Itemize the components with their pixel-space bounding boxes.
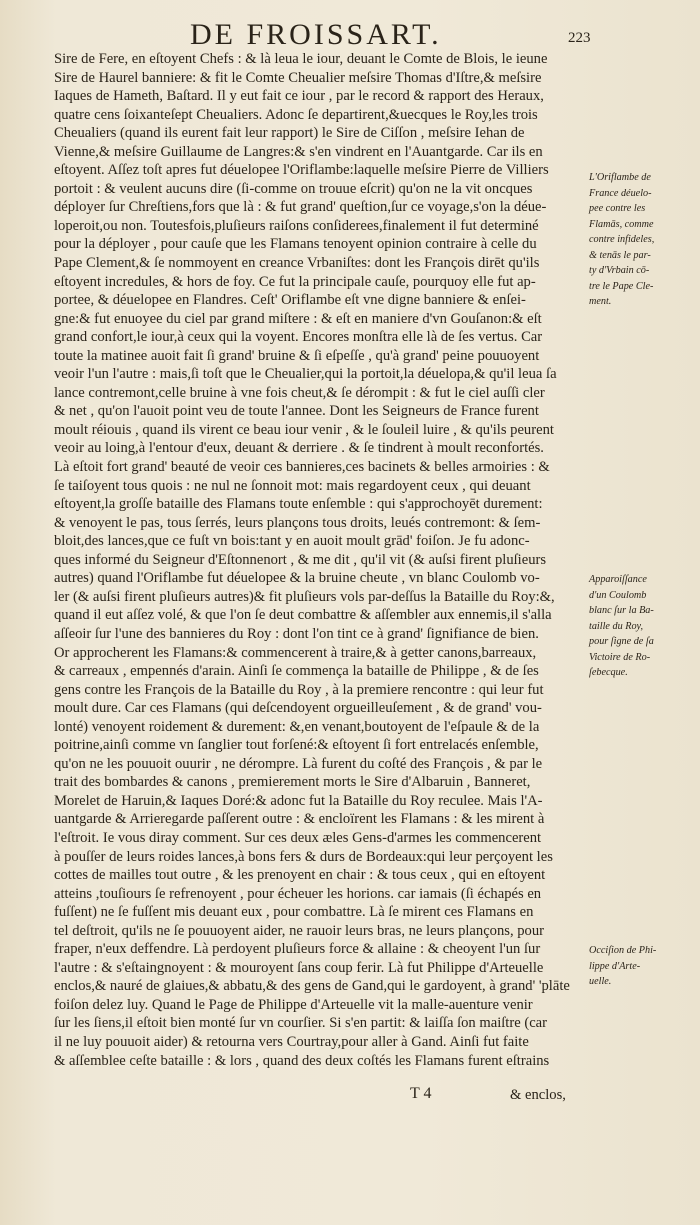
text-line: moult dure. Car ces Flamans (qui deſcendoyent orgueilleuſement , & de grand' vou-	[54, 700, 542, 717]
margin-note-line: uelle.	[589, 976, 612, 987]
text-line: toute la matinee auoit fait ſi grand' bruine & ſi eſpeſſe , qu'à grand' peine pouuoyent	[54, 347, 540, 364]
margin-note-line: pour ſigne de ſa	[589, 636, 654, 647]
text-line: enclos,& nauré de glaiues,& abbatu,& des gens de Gand,qui le gardoyent, à grand' 'plāte	[54, 978, 570, 995]
text-line: lance contremont,celle bruine à vne fois cheut,& ſe dérompit : & fut le ciel auſſi cler	[54, 384, 545, 401]
page-footer	[0, 1080, 700, 1120]
text-line: & net , qu'on l'auoit point veu de toute l'annee. Dont les Seigneurs de France furent	[54, 403, 539, 420]
text-line: loperoit,ou non. Toutesfois,pluſieurs raiſons conſiderees,finalement il fut determiné	[54, 217, 539, 234]
text-line: eſtoyent. Aſſez toſt apres fut déuelopee l'Oriflambe:laquelle meſsire Pierre de Villiers	[54, 162, 549, 179]
text-line: eſtoyent,la groſſe bataille des Flamans toute enſemble : qui s'approchoyēt durement:	[54, 496, 543, 513]
text-line: Cheualiers (quand ils eurent fait leur rapport) le Sire de Ciſſon , meſsire Iehan de	[54, 125, 525, 142]
text-line: foiſon delez luy. Quand le Page de Philippe d'Arteuelle vit la malle-auenture venir	[54, 996, 533, 1013]
margin-note-line: contre infideles,	[589, 234, 655, 245]
text-line: atteins ,touſiours ſe refrenoyent , pour écheuer les horions. car iamais (ſi échapés en	[54, 885, 542, 902]
margin-note-line: Occiſion de Phi-	[589, 945, 657, 956]
text-line: déployer ſur Chreſtiens,fors que là : & fut grand' queſtion,ſur ce voyage,s'on la déue-	[54, 199, 547, 216]
text-line: Or approcherent les Flamans:& commencerent à traire,& à getter canons,barreaux,	[54, 644, 537, 661]
text-line: lonté) venoyent roidement & durement: &,en venant,boutoyent de l'eſpaule & de la	[54, 718, 540, 735]
page-header	[0, 14, 700, 54]
text-line: à pouſſer de leurs roides lances,à bons fers & durs de Bordeaux:qui leur perçoyent les	[54, 848, 553, 865]
text-line: il ne luy pouuoit aider) & retourna vers Courtray,pour aller à Gand. Ainſi fut faite	[54, 1033, 529, 1050]
text-line: pour la déployer , pour cauſe que les Flamans tenoyent opinion contraire à celle du	[54, 236, 537, 253]
text-line: Là eſtoit fort grand' beauté de veoir ces bannieres,ces bacinets & belles armoiries : &	[54, 459, 550, 476]
text-line: eſtoyent incredules, & hors de foy. Ce fut la principale cauſe, pourquoy elle fut ap-	[54, 273, 536, 290]
page-number: 223	[568, 30, 591, 46]
margin-note-line: France déuelo-	[589, 187, 652, 199]
text-line: Sire de Fere, en eſtoyent Chefs : & là leua le iour, deuant le Comte de Blois, le ieune	[54, 51, 548, 67]
text-line: l'autre : & s'eſtaingnoyent : & mouroyent ſans coup ferir. Là fut Philippe d'Arteuelle	[54, 959, 544, 976]
text-line: veoir l'un l'autre : mais,ſi toſt que le Cheualier,qui la portoit,la déuelopa,& qu'il leua ſa	[54, 366, 557, 383]
text-line: poitrine,ainſi comme vn ſanglier tout forſené:& eſtoyent ſi fort entrelacés enſemble,	[54, 737, 539, 754]
text-line: Vienne,& meſsire Guillaume de Langres:& s'en vindrent en l'Auantgarde. Car ils en	[54, 143, 543, 160]
margin-note-line: ty d'Vrbain cō-	[589, 265, 650, 276]
margin-note-line: blanc ſur la Ba-	[589, 605, 654, 616]
text-line: quatre cens ſoixanteſept Cheualiers. Adonc ſe departirent,&uecques le Roy,les trois	[54, 106, 538, 123]
margin-note-line: pee contre les	[589, 203, 646, 214]
margin-note-line: lippe d'Arte-	[589, 960, 641, 972]
text-line: & carreaux , empennés d'arain. Ainſi ſe commença la bataille de Philippe , & de ſes	[54, 663, 539, 680]
text-line: gne:& fut enuoyee du ciel par grand miſtere : & eſt en maniere d'vn Gouſanon:& eſt	[54, 310, 542, 327]
text-line: cottes de mailles tout outre , & les prenoyent en chair : & tous ceux , qui en eſtoyent	[54, 867, 546, 884]
text-line: quand il eut aſſez volé, & que l'on ſe deut combattre & aſſembler aux ennemis,il s'alla	[54, 607, 552, 624]
text-line: uantgarde & Arrieregarde paſſerent outre : & encloïrent les Flamans : & les mirent à	[54, 811, 545, 828]
text-line: trait des bombardes & canons , premierement morts le Sire d'Albaruin , Banneret,	[54, 774, 531, 791]
text-line: ques informé du Seigneur d'Eſtonnenort , & me dit , qu'il vit (& auſsi firent pluſieurs	[54, 551, 547, 568]
margin-note-coulomb	[589, 572, 699, 681]
text-line: fraper, n'eux deffendre. Là perdoyent pluſieurs force & allaine : & cheoyent l'un ſur	[54, 941, 541, 958]
margin-note-oriflambe	[589, 170, 699, 310]
text-line: Sire de Haurel banniere: & fit le Comte Cheualier meſsire Thomas d'Iſtre,& meſsire	[54, 69, 542, 86]
margin-note-line: L'Oriflambe de	[589, 172, 651, 183]
margin-note-line: Apparoiſſance	[589, 574, 647, 585]
text-line: gens contre les François de la Bataille du Roy , à la premiere rencontre : qui leur fut	[54, 681, 544, 698]
text-line: Morelet de Haruin,& Iaques Doré:& adonc fut la Bataille du Roy reculee. Mais l'A-	[54, 792, 543, 809]
text-line: bloit,des lances,que ce fuſt vn bois:tant y en auoit moult grād' foiſon. Je fu adonc-	[54, 533, 530, 550]
text-line: & venoyent le pas, tous ſerrés, leurs plançons tous droits, leués contremont: & ſem-	[54, 514, 541, 531]
margin-note-line: ment.	[589, 296, 612, 307]
text-line: veoir au loing,à l'entour d'eux, deuant & derriere . & ſe tindrent à moult reconfortés.	[54, 440, 544, 457]
text-line: tel deſtroit, qu'ils ne ſe pouuoyent aider, ne rauoir leurs bras, ne leurs plançons, pour	[54, 922, 544, 939]
margin-note-line: taille du Roy,	[589, 620, 644, 632]
text-line: Iaques de Hameth, Baſtard. Il y eut fait ce iour , par le record & rapport des Heraux,	[54, 88, 544, 105]
text-line: portee, & déuelopee en Flandres. Ceſt' Oriflambe eſt vne digne banniere & enſei-	[54, 292, 526, 309]
text-line: ler (& auſsi firent pluſieurs autres)& fit pluſieurs vols par-deſſus la Bataille du Roy:&,	[54, 588, 555, 605]
text-line: ſe taiſoyent tous quois : ne nul ne ſonnoit mot: mais regardoyent ceux , qui deuant	[54, 477, 531, 494]
margin-note-line: Flamās, comme	[589, 218, 654, 230]
signature-mark: T 4	[410, 1085, 432, 1102]
margin-note-line: Victoire de Ro-	[589, 651, 651, 663]
margin-note-line: d'un Coulomb	[589, 589, 647, 601]
text-line: grand confort,le iour,à ceux qui la voyent. Encores monſtra elle là de ſes vertus. Car	[54, 329, 543, 346]
margin-note-line: tre le Pape Cle-	[589, 280, 654, 292]
text-line: aſſeoir ſur l'une des bannieres du Roy : dont l'on tint ce à grand' ſignifiance de bien.	[54, 625, 539, 642]
text-line: l'eſtroit. Ie vous diray comment. Sur ces deux æles Gens-d'armes les commencerent	[54, 829, 542, 846]
text-line: qu'on ne les pouuoit ouurir , ne dérompre. Là furent du coſté des François , & par le	[54, 755, 543, 772]
text-line: autres) quand l'Oriflambe fut déuelopee & la bruine cheute , vn blanc Coulomb vo-	[54, 570, 540, 587]
margin-note-arteuelle	[589, 943, 699, 990]
text-line: & aſſemblee ceſte bataille : & lors , quand des deux coſtés les Flamans furent eſtrains	[54, 1052, 550, 1069]
running-head: DE FROISSART.	[190, 18, 442, 51]
catchword: & enclos,	[510, 1087, 566, 1103]
body-text	[54, 50, 584, 1070]
text-line: ſur les ſiens,il eſtoit bien monté ſur vn courſier. Si s'en partit: & laiſſa ſon maiſtre (car	[54, 1015, 548, 1032]
text-line: Pape Clement,& ſe nommoyent en creance Vrbaniſtes: dont les François dirēt qu'ils	[54, 255, 540, 272]
text-line: fuſſent) ne ſe fuſſent mis deuant eux , pour combattre. Là ſe mirent ces Flamans en	[54, 904, 534, 921]
margin-note-line: & tenās le par-	[589, 249, 651, 261]
text-line: moult réiouis , quand ils virent ce beau iour venir , & le ſouleil luire , & qu'ils peurent	[54, 421, 554, 438]
text-line: portoit : & veulent aucuns dire (ſi-comme on trouue eſcrit) qu'on ne la vit oncques	[54, 180, 533, 197]
margin-note-line: ſebecque.	[589, 667, 628, 678]
